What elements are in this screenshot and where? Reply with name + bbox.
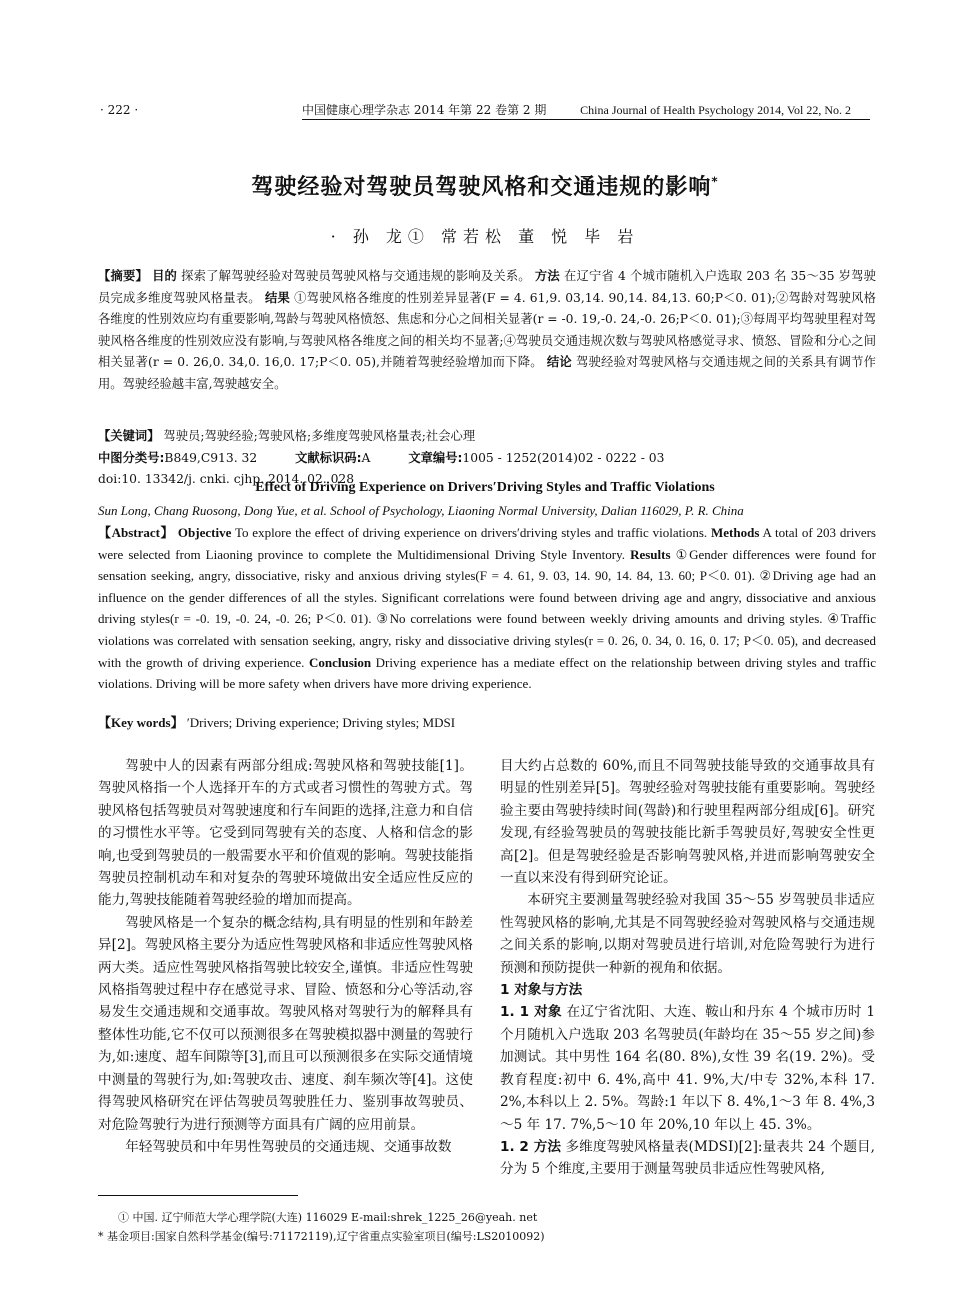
subsection-text: 多维度驾驶风格量表(MDSI)[2]:量表共 24 个题目,分为 5 个维度,主要用于测量驾驶员非适应性驾驶风格,	[500, 1138, 876, 1178]
journal-line	[302, 102, 870, 120]
subsection-subjects	[500, 1001, 875, 1135]
subsection-methods	[500, 1136, 875, 1181]
subsection-label: 1. 2 方法	[500, 1138, 562, 1155]
author-list: · 孙 龙① 常若松 董 悦 毕 岩	[330, 227, 640, 246]
body-paragraph: 年轻驾驶员和中年男性驾驶员的交通违规、交通事故数	[125, 1138, 452, 1155]
doi: doi:10. 13342/j. cnki. cjhp. 2014. 02. 028	[98, 472, 355, 486]
clc-label: 中图分类号:	[98, 450, 165, 465]
funding-note: * 基金项目:国家自然科学基金(编号:71172119),辽宁省重点实验室项目(编号:LS2010092)	[98, 1230, 545, 1243]
purpose-label: 目的	[152, 269, 178, 283]
en-keywords-label: 【Key words】	[98, 715, 184, 730]
en-methods-label: Methods	[710, 525, 760, 540]
en-conclusion-text: Driving experience has a mediate effect on the relationship between driving styles and traffic violations. Driving will be more safety when drivers have more driving experience.	[98, 654, 877, 692]
body-paragraph: 驾驶中人的因素有两部分组成:驾驶风格和驾驶技能[1]。驾驶风格指一个人选择开车的方式或者习惯性的驾驶方式。驾驶风格包括驾驶员对驾驶速度和行车间距的选择,注意力和自信的习惯性水平等。它受到同驾驶有关的态度、人格和信念的影响,也受到驾驶员的一般需要水平和价值观的影响。驾驶技能指驾驶员控制机动车和对复杂的驾驶环境做出安全适应性反应的能力,驾驶技能随着驾驶经验的增加而提高。	[98, 758, 473, 909]
en-methods-text: A total of 203 drivers were selected from Liaoning province to complete the Multidimensional Driving Style Inventory.	[98, 525, 876, 562]
english-abstract	[98, 522, 876, 695]
footnotes	[98, 1208, 876, 1246]
en-keywords-text: ′Drivers; Driving experience; Driving styles; MDSI	[186, 715, 456, 730]
keywords-cn-label: 【关键词】	[98, 429, 160, 443]
conclusion-label: 结论	[546, 355, 572, 369]
author-affiliation-note: ① 中国. 辽宁师范大学心理学院(大连) 116029 E-mail:shrek_1225_26@yeah. net	[118, 1211, 538, 1224]
method-text: 在辽宁省 4 个城市随机入户选取 203 名 35～35 岁驾驶员完成多维度驾驶风格量表。	[98, 269, 876, 305]
footnote-divider	[98, 1195, 298, 1196]
english-title: Effect of Driving Experience on Drivers′Driving Styles and Traffic Violations	[255, 480, 715, 495]
article-number-value: 1005 - 1252(2014)02 - 0222 - 03	[462, 450, 665, 465]
en-results-label: Results	[630, 546, 671, 562]
section-heading: 1 对象与方法	[500, 982, 583, 999]
english-authors: Sun Long, Chang Ruosong, Dong Yue, et al. School of Psychology, Liaoning Normal University, Dalian 116029, P. R. China	[98, 503, 744, 518]
article-title	[0, 170, 970, 201]
conclusion-text: 驾驶经验对驾驶风格与交通违规之间的关系具有调节作用。驾驶经验越丰富,驾驶越安全。	[98, 355, 876, 391]
article-number-label: 文章编号:	[408, 450, 463, 465]
clc-value: B849,C913. 32	[164, 450, 258, 465]
body-column-left	[98, 755, 473, 1158]
en-objective-label: Objective	[177, 525, 232, 540]
keywords-cn-text: 驾驶员;驾驶经验;驾驶风格;多维度驾驶风格量表;社会心理	[163, 429, 476, 443]
result-label: 结果	[264, 290, 291, 305]
purpose-text: 探索了解驾驶经验对驾驶员驾驶风格与交通违规的影响及关系。	[181, 269, 531, 283]
en-conclusion-label: Conclusion	[308, 654, 372, 670]
running-header	[100, 102, 870, 122]
abstract-cn	[98, 266, 876, 395]
doc-code-label: 文献标识码:	[295, 450, 362, 465]
en-objective-text: To explore the effect of driving experience on drivers′driving styles and traffic violations.	[234, 525, 708, 540]
en-results-text: ①Gender differences were found for sensation seeking, angry, dissociative, risky and anxious driving styles(F = 4. 61, 9. 03, 14. 90, 14. 84, 13. 60; P＜0. 01). ②Driving age had an influence on the gender differences of all the styles. Significant correlations were found between driving age and angry, dissociative and anxious driving styles(r = -0. 19, -0. 24, -0. 26; P＜0. 01). ③No correlations were found between weekly driving amounts and driving styles. ④Traffic violations was correlated with sensation seeking, angry, risky and dissociative driving styles(r = 0. 26, 0. 34, 0. 16, 0. 17; P＜0. 05), and decreased with the growth of driving experience.	[98, 546, 877, 670]
method-label: 方法	[534, 269, 560, 283]
title-footnote-mark: *	[711, 174, 719, 189]
body-paragraph: 目大约占总数的 60%,而且不同驾驶技能导致的交通事故具有明显的性别差异[5]。驾驶经验对驾驶技能有重要影响。驾驶经验主要由驾驶持续时间(驾龄)和行驶里程两部分组成[6]。研究发现,有经验驾驶员的驾驶技能比新手驾驶员好,驾驶安全性更高[2]。但是驾驶经验是否影响驾驶风格,并进而影响驾驶安全一直以来没有得到研究论证。	[500, 758, 875, 887]
journal-name-cn: 中国健康心理学杂志 2014 年第 22 卷第 2 期	[302, 103, 547, 117]
subsection-text: 在辽宁省沈阳、大连、鞍山和丹东 4 个城市历时 1 个月随机入户选取 203 名驾驶员(年龄均在 35～55 岁之间)参加测试。其中男性 164 名(80. 8%),女性 39 名(19. 2%)。受教育程度:初中 6. 4%,高中 41. 9%,大/中专 32%,本科 17. 2%,本科以上 2. 5%。驾龄:1 年以下 8. 4%,1～3 年 8. 4%,3～5 年 17. 7%,5～10 年 20%,10 年以上 45. 3%。	[500, 1004, 876, 1133]
abstract-label: 【摘要】	[98, 269, 148, 283]
article-title-text: 驾驶经验对驾驶员驾驶风格和交通违规的影响	[251, 175, 712, 200]
english-keywords	[98, 713, 876, 733]
body-column-right	[500, 755, 875, 1181]
result-text: ①驾驶风格各维度的性别差异显著(F = 4. 61,9. 03,14. 90,14. 84,13. 60;P＜0. 01);②驾龄对驾驶风格各维度的性别效应均有重要影响,驾龄与驾驶风格愤怒、焦虑和分心之间相关显著(r = -0. 19,-0. 24,-0. 26;P＜0. 01);③每周平均驾驶里程对驾驶风格各维度的性别效应没有影响,与驾驶风格各维度之间的相关均不显著;④驾驶员交通违规次数与驾驶风格感觉寻求、愤怒、冒险和分心之间相关显著(r = 0. 26,0. 34,0. 16,0. 17;P＜0. 05),并随着驾驶经验增加而下降。	[98, 290, 876, 369]
en-abstract-label: 【Abstract】	[98, 525, 175, 540]
classification-row	[98, 448, 876, 470]
keywords-cn	[98, 426, 876, 448]
doc-code-value: A	[361, 450, 371, 465]
body-paragraph: 本研究主要测量驾驶经验对我国 35～55 岁驾驶员非适应性驾驶风格的影响,尤其是不同驾驶经验对驾驶风格与交通违规之间关系的影响,以期对驾驶员进行培训,对危险驾驶行为进行预测和预防提供一种新的视角和依据。	[500, 892, 875, 976]
page-number: · 222 ·	[100, 103, 139, 117]
journal-name-en: China Journal of Health Psychology 2014, Vol 22, No. 2	[580, 103, 852, 117]
body-paragraph: 驾驶风格是一个复杂的概念结构,具有明显的性别和年龄差异[2]。驾驶风格主要分为适应性驾驶风格和非适应性驾驶风格两大类。适应性驾驶风格指驾驶比较安全,谨慎。非适应性驾驶风格指驾驶过程中存在感觉寻求、冒险、愤怒和分心等活动,容易发生交通违规和交通事故。驾驶风格对驾驶行为的解释具有整体性功能,它不仅可以预测很多在驾驶模拟器中测量的驾驶行为,如:速度、超车间隙等[3],而且可以预测很多在实际交通情境中测量的驾驶行为,如:驾驶攻击、速度、刹车频次等[4]。这使得驾驶风格研究在评估驾驶员驾驶胜任力、鉴别事故驾驶员、对危险驾驶行为进行预测等方面具有广阔的应用前景。	[98, 914, 473, 1133]
subsection-label: 1. 1 对象	[500, 1004, 562, 1021]
